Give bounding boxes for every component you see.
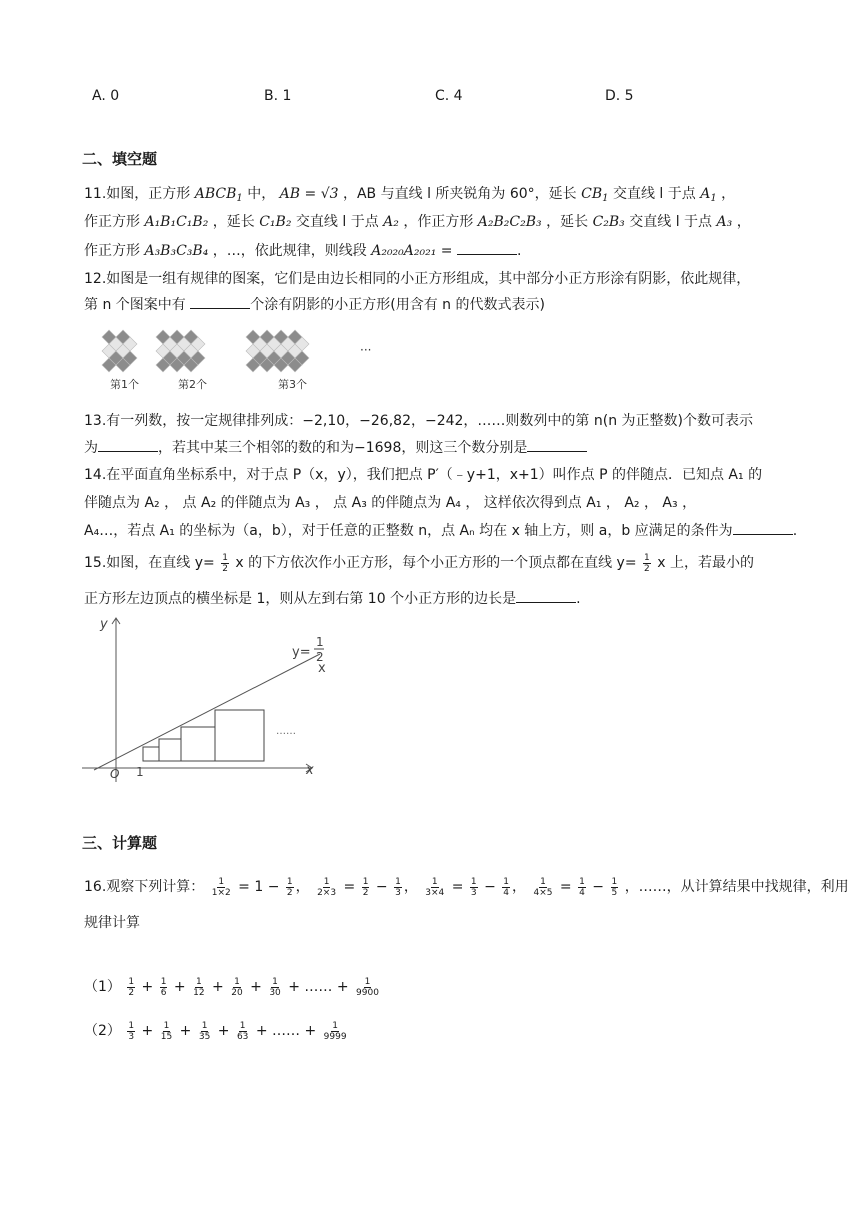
- line-label: [292, 645, 311, 660]
- q11-math: A₂: [383, 214, 399, 230]
- identity-3: $\frac{1}{3\times 4}$ = $\frac{1}{3}$ − $\frac{1}{4}$ ，: [425, 876, 531, 898]
- q11-text: 交直线 l 于点: [295, 214, 379, 230]
- section-title-calculation: 三、计算题: [82, 834, 158, 852]
- q11-sub: 1: [602, 193, 609, 204]
- q11-math: A₂B₂C₂B₃: [477, 214, 542, 230]
- identity-1: $\frac{1}{1\times 2}$ = 1 − $\frac{1}{2}$ ，: [211, 876, 315, 898]
- q15-text: 15.如图，在直线 y=: [84, 555, 215, 571]
- q11-math: A₁B₁C₁B₂: [144, 214, 209, 230]
- q15-line1: [84, 552, 754, 574]
- q15-text: 正方形左边顶点的横坐标是 1，则从左到右第 10 个小正方形的边长是: [84, 591, 517, 607]
- q11-text: ，延长: [212, 214, 255, 230]
- part-label: （2）: [84, 1023, 121, 1039]
- option-c: C. 4: [435, 88, 463, 104]
- q11-text: ，: [721, 186, 736, 202]
- q11-square: ABCB: [194, 186, 237, 202]
- q11-text: ，AB 与直线 l 所夹锐角为 60°，延长: [342, 186, 577, 202]
- identity-2: $\frac{1}{2\times 3}$ = $\frac{1}{2}$ − $\frac{1}{3}$ ，: [317, 876, 423, 898]
- q12-line2: [84, 294, 545, 316]
- pattern-figure: [92, 322, 382, 392]
- q15-text: x 上，若最小的: [657, 555, 754, 571]
- denominator: 2: [644, 563, 650, 574]
- part-label: （1）: [84, 979, 121, 995]
- figure-label-3: 第3个: [278, 378, 307, 391]
- square-3: [181, 727, 215, 761]
- q11-line1: [84, 183, 735, 210]
- graph-ellipsis: ……: [276, 726, 296, 737]
- option-a: A. 0: [92, 88, 120, 104]
- q11-sub: 1: [236, 193, 243, 204]
- denominator: 2: [222, 563, 228, 574]
- q11-text: ，作正方形: [403, 214, 474, 230]
- answer-blank[interactable]: [98, 439, 158, 452]
- q11-line3: [84, 240, 521, 262]
- q11-text: 交直线 l 于点: [612, 186, 696, 202]
- q15-line2: [84, 588, 581, 610]
- line-y-half-x: [94, 654, 320, 770]
- answer-blank[interactable]: [190, 296, 250, 309]
- q11-text: .: [516, 243, 522, 259]
- numerator: 1: [644, 552, 650, 563]
- q16-line1: [84, 876, 849, 898]
- q11-text: 中，: [247, 186, 276, 202]
- q11-math: A₂₀₂₀A₂₀₂₁ =: [371, 243, 453, 259]
- q14-line2: 伴随点为 A₂ ， 点 A₂ 的伴随点为 A₃ ， 点 A₃ 的伴随点为 A₄ ， 这样依次得到点 A₁ ， A₂ ， A₃ ，: [84, 495, 697, 511]
- q11-text: 交直线 l 于点: [629, 214, 713, 230]
- q11-sub: 1: [710, 193, 717, 204]
- q11-text: 作正方形: [84, 243, 140, 259]
- q11-a: A: [700, 186, 711, 202]
- q11-text: ，: [736, 214, 751, 230]
- ellipsis: ……: [272, 1023, 301, 1039]
- section-title-fill-blank: 二、填空题: [82, 150, 158, 168]
- line-label-num: 1: [316, 635, 324, 649]
- q11-text: 作正方形: [84, 214, 140, 230]
- q16-text: 16.观察下列计算：: [84, 879, 205, 895]
- fraction-half: [221, 553, 229, 574]
- line-label-x: x: [318, 661, 326, 676]
- origin-label: O: [110, 767, 120, 781]
- q11-ab: AB = √3: [279, 186, 339, 202]
- fraction-half: [643, 553, 651, 574]
- q13-line2: [84, 437, 587, 459]
- q11-text: ，…，依此规律，则线段: [212, 243, 367, 259]
- numerator: 1: [222, 552, 228, 563]
- ellipsis: ……: [304, 979, 333, 995]
- figure-label-1: 第1个: [110, 378, 139, 391]
- q11-math: A₃: [716, 214, 733, 230]
- answer-blank[interactable]: [733, 522, 793, 535]
- square-4: [215, 710, 264, 761]
- q12-text: 个涂有阴影的小正方形(用含有 n 的代数式表示): [250, 297, 545, 313]
- square-1: [143, 747, 159, 761]
- q16-part2: （2） $\frac{1}{3}$ + $\frac{1}{15}$ + $\frac{1}{35}$ + $\frac{1}{63}$ + …… + $\frac{1}{9999}$: [84, 1020, 347, 1042]
- figure-label-2: 第2个: [178, 378, 207, 391]
- q13-text: ，若其中某三个相邻的数的和为−1698，则这三个数分别是: [158, 440, 528, 456]
- q12-text: 第 n 个图案中有: [84, 297, 186, 313]
- q11-math: C₂B₃: [592, 214, 625, 230]
- q16-line2: 规律计算: [84, 915, 140, 931]
- q11-text: ，延长: [546, 214, 589, 230]
- answer-blank[interactable]: [527, 439, 587, 452]
- q13-text: 为: [84, 440, 98, 456]
- tick-label-one: 1: [136, 765, 144, 779]
- q11-cb: CB: [581, 186, 603, 202]
- squares-graph: [80, 614, 330, 784]
- figure-ellipsis: ···: [360, 343, 372, 357]
- line-label-den: 2: [316, 650, 324, 664]
- option-d: D. 5: [605, 88, 634, 104]
- answer-blank[interactable]: [516, 590, 576, 603]
- x-axis-label: x: [306, 763, 314, 778]
- q11-text: 11.如图，正方形: [84, 186, 191, 202]
- q14-line1: 14.在平面直角坐标系中，对于点 P（x，y），我们把点 P′（﹣y+1，x+1）叫作点 P 的伴随点．已知点 A₁ 的: [84, 467, 763, 483]
- square-2: [159, 739, 181, 761]
- option-b: B. 1: [264, 88, 292, 104]
- q11-math: C₁B₂: [259, 214, 292, 230]
- q14-line3: [84, 520, 797, 542]
- line-label-prefix: y=: [292, 645, 311, 660]
- q13-line1: 13.有一列数，按一定规律排列成：−2,10，−26,82，−242，……则数列中的第 n(n 为正整数)个数可表示: [84, 413, 753, 429]
- answer-blank[interactable]: [457, 242, 517, 255]
- q15-text: x 的下方依次作小正方形，每个小正方形的一个顶点都在直线 y=: [235, 555, 637, 571]
- q16-part1: （1） $\frac{1}{2}$ + $\frac{1}{6}$ + $\frac{1}{12}$ + $\frac{1}{20}$ + $\frac{1}{30}$ + …… + $\frac{1}{9900}$: [84, 976, 379, 998]
- q14-text: A₄…，若点 A₁ 的坐标为（a，b），对于任意的正整数 n，点 Aₙ 均在 x 轴上方，则 a，b 应满足的条件为: [84, 523, 733, 539]
- identity-4: $\frac{1}{4\times 5}$ = $\frac{1}{4}$ − $\frac{1}{5}$: [533, 876, 618, 898]
- pattern-squares: [102, 330, 309, 372]
- q11-math: A₃B₃C₃B₄: [144, 243, 209, 259]
- q14-text: .: [792, 523, 798, 539]
- q15-text: .: [576, 591, 581, 607]
- q12-line1: 12.如图是一组有规律的图案，它们是由边长相同的小正方形组成，其中部分小正方形涂有阴影，依此规律，: [84, 271, 751, 287]
- q11-line2: [84, 211, 751, 233]
- y-axis-label: y: [100, 617, 108, 632]
- q16-text: ，……，从计算结果中找规律，利用: [624, 879, 849, 895]
